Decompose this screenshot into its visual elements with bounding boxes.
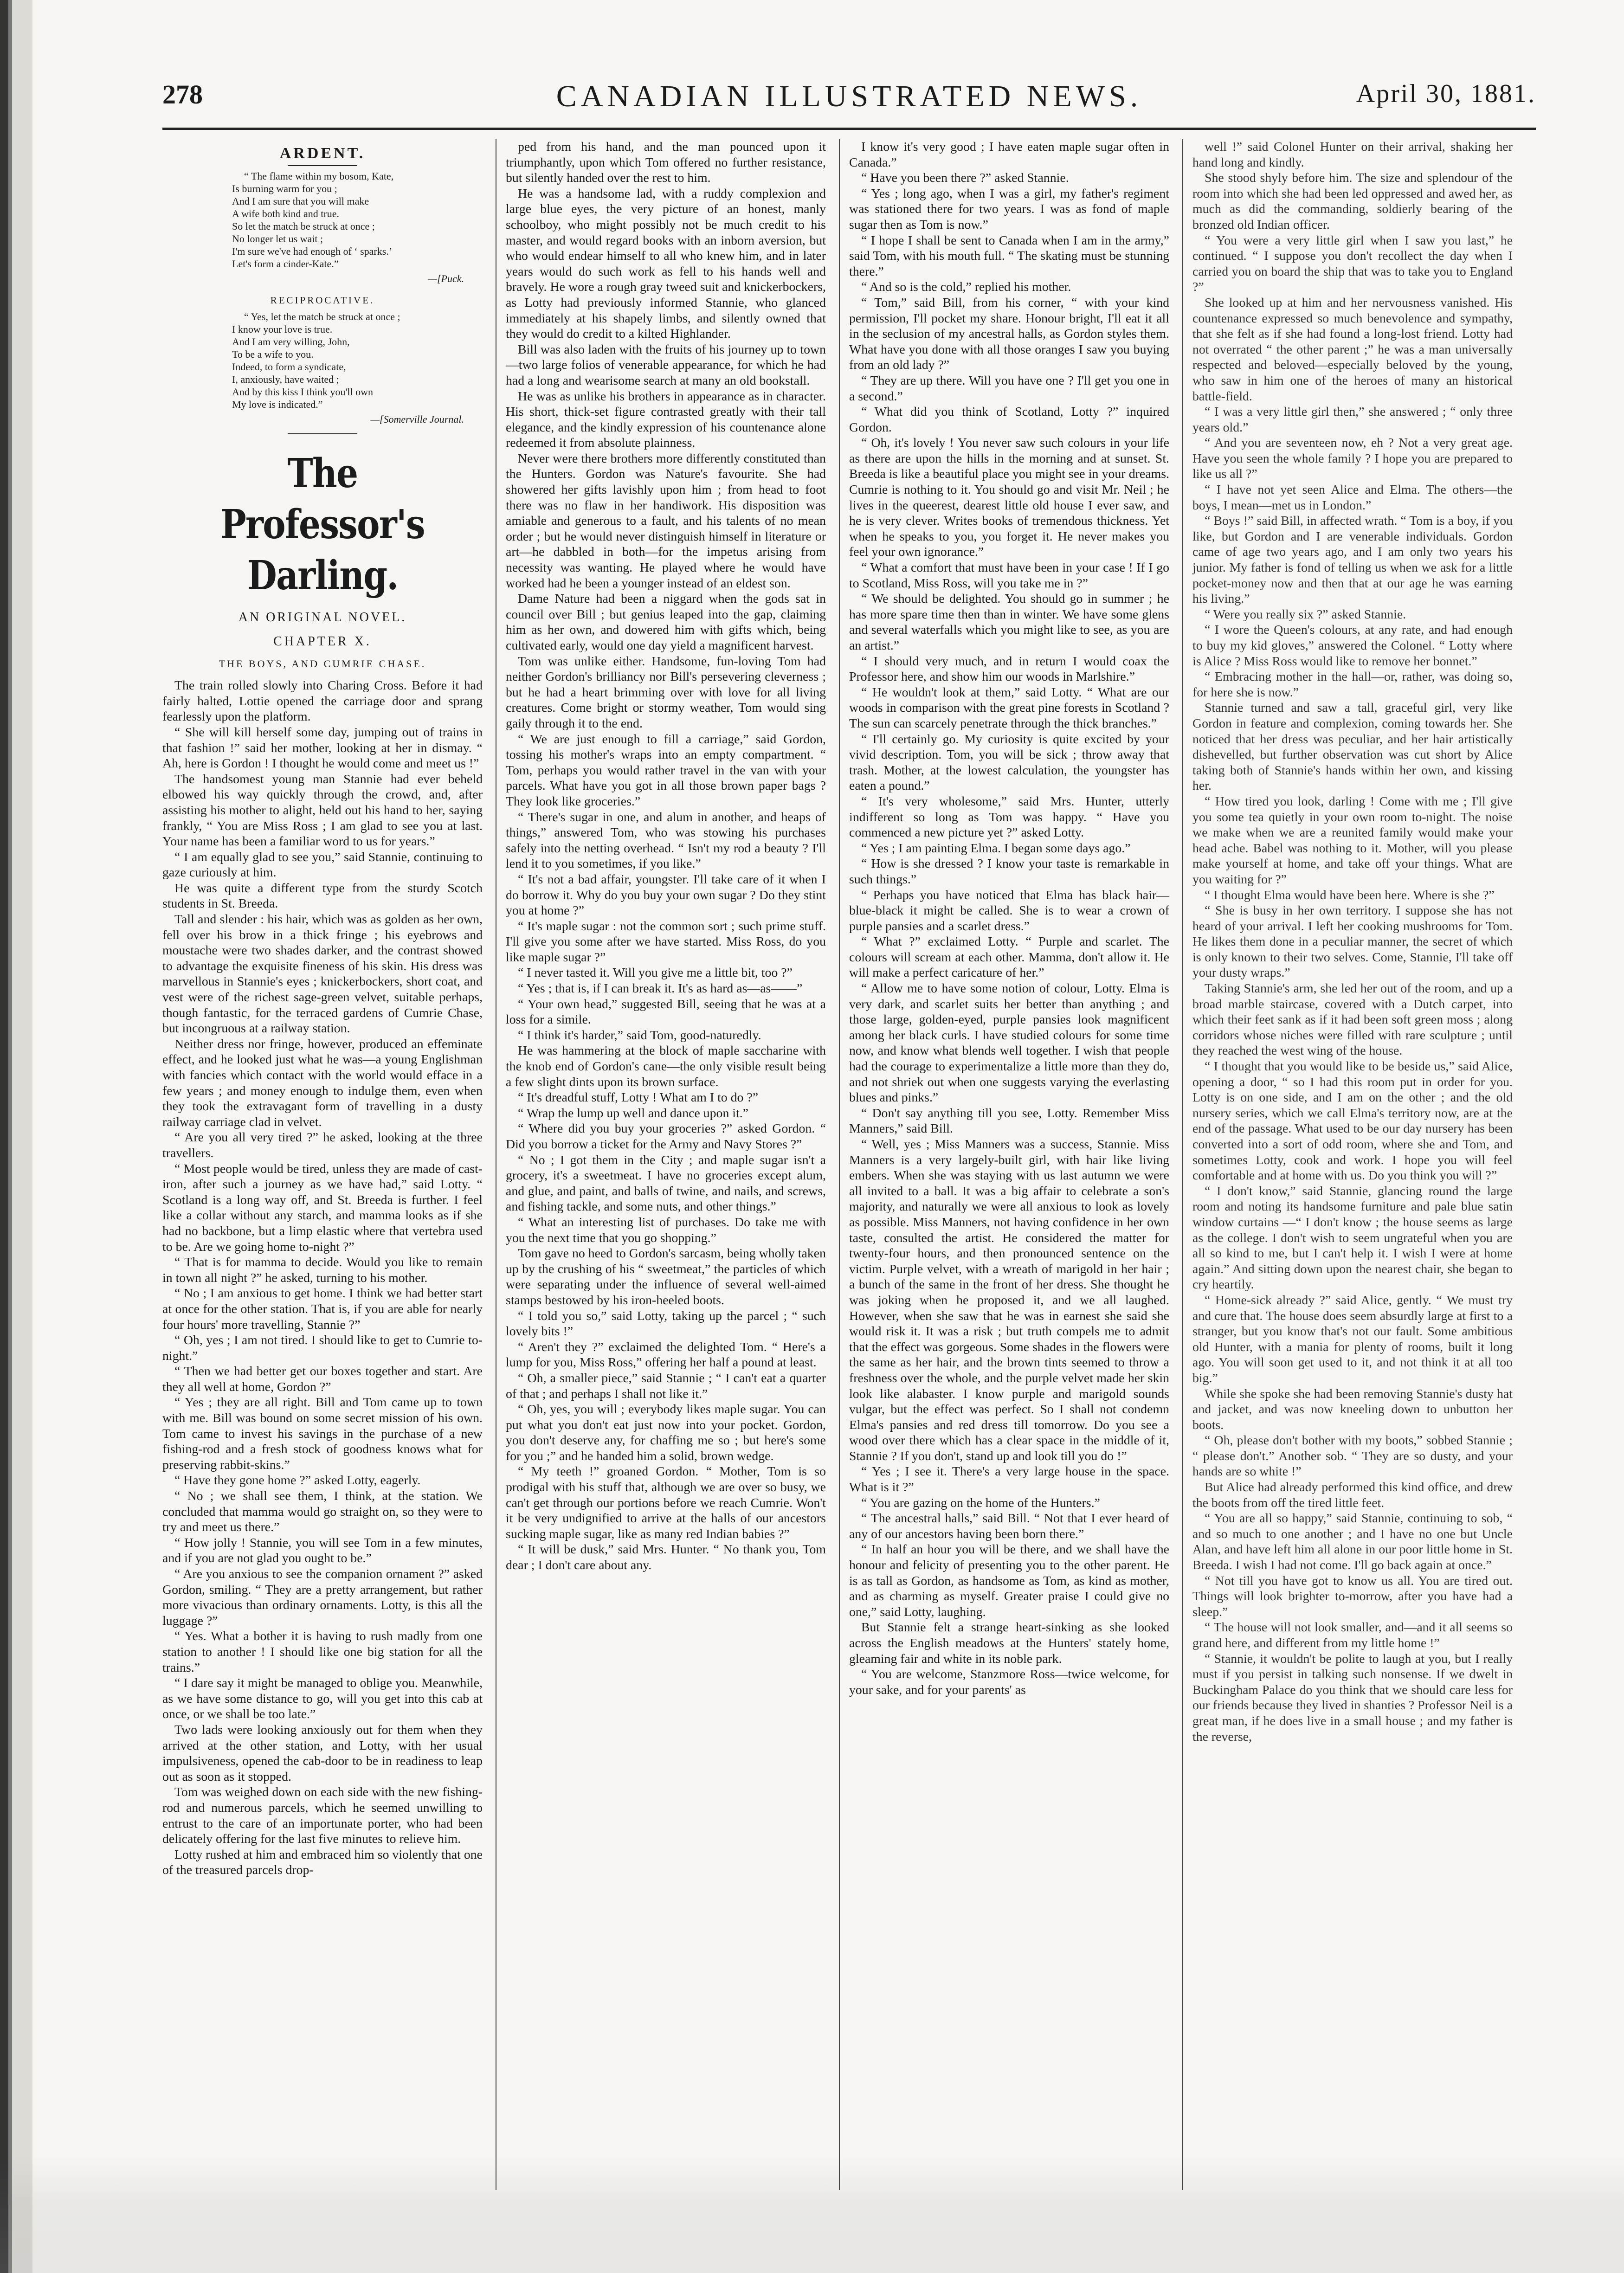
- paragraph: “ Tom,” said Bill, from his corner, “ with your kind permission, I'll pocket my share. Honour bright, I'll eat it all in the seclusion of my ancestral halls, as Gordon styles them. What have you done with all those oranges I saw you buying from an old lady ?”: [849, 295, 1169, 373]
- poem-subtitle: RECIPROCATIVE.: [270, 295, 375, 306]
- paragraph: “ How is she dressed ? I know your taste is remarkable in such things.”: [849, 856, 1169, 887]
- column-3: [849, 139, 1169, 1698]
- paragraph: “ I have not yet seen Alice and Elma. The others—the boys, I mean—met us in London.”: [1192, 483, 1513, 513]
- paragraph: “ They are up there. Will you have one ? I'll get you one in a second.”: [849, 373, 1169, 404]
- paragraph: Tom gave no heed to Gordon's sarcasm, being wholly taken up by the crushing of his “ sweetmeat,” the particles of which were separating under the influence of several well-aimed stamps bestowed by his iron-heeled boots.: [506, 1246, 826, 1307]
- paragraph: “ We are just enough to fill a carriage,” said Gordon, tossing his mother's wraps into an empty compartment. “ Tom, perhaps you would rather travel in the van with your parcels. What have you got in all those brown paper bags ? They look like groceries.”: [506, 732, 826, 809]
- poem-title: ARDENT.: [279, 145, 366, 162]
- chapter-title: THE BOYS, AND CUMRIE CHASE.: [219, 657, 426, 670]
- paragraph: “ You are all so happy,” said Stannie, continuing to sob, “ and so much to one another ; and I have no one but Uncle Alan, and have left him all alone in our poor little home in St. Breeda. I wish I had not come. I'll go back again at once.”: [1192, 1511, 1513, 1573]
- paragraph: “ I hope I shall be sent to Canada when I am in the army,” said Tom, with his mouth full. “ The skating must be stunning there.”: [849, 233, 1169, 279]
- paragraph: The train rolled slowly into Charing Cross. Before it had fairly halted, Lottie opened the carriage door and sprang fearlessly upon the platform.: [162, 678, 483, 724]
- paragraph: “ Stannie, it wouldn't be polite to laugh at you, but I really must if you persist in talking such nonsense. If we dwelt in Buckingham Palace do you think that we should care less for our friends because they lived in shanties ? Professor Neil is a great man, if he does live in a small house ; and my father is the reverse,: [1192, 1651, 1513, 1744]
- paragraph: “ I thought that you would like to be beside us,” said Alice, opening a door, “ so I had this room put in order for you. Lotty is on one side, and I am on the other ; and the old nursery series, which we call Elma's territory now, are at the end of the passage. What used to be our day nursery has been converted into a sort of odd room, where she and Tom, and sometimes Lotty, cook and work. I hope you will feel comfortable and at home with us. Do you think you will ?”: [1192, 1059, 1513, 1183]
- paragraph: He was hammering at the block of maple saccharine with the knob end of Gordon's cane—the only visible result being a few slight dints upon its brown surface.: [506, 1043, 826, 1089]
- paragraph: “ Wrap the lump up well and dance upon it.”: [518, 1106, 749, 1120]
- issue-date: April 30, 1881.: [1356, 79, 1536, 108]
- paragraph: “ You were a very little girl when I saw you last,” he continued. “ I suppose you don't recollect the day when I carried you on board the ship that was to take you to England ?”: [1192, 233, 1513, 295]
- header-rule: [162, 128, 1536, 130]
- paragraph: Stannie turned and saw a tall, graceful girl, very like Gordon in feature and complexion, coming towards her. She noticed that her dress was peculiar, and her hair artistically dishevelled, but further observation was cut short by Alice taking both of Stannie's hands within her own, and kissing her.: [1192, 701, 1513, 793]
- paragraph: “ My teeth !” groaned Gordon. “ Mother, Tom is so prodigal with his stuff that, although we are over so busy, we can't get through our portions before we reach Cumrie. Won't it be very undignified to arrive at the halls of our ancestors sucking maple sugar, like as many red Indian babies ?”: [506, 1464, 826, 1541]
- paragraph: “ Well, yes ; Miss Manners was a success, Stannie. Miss Manners is a very largely-built girl, with hair like living embers. When she was staying with us last autumn we were all invited to a ball. It was a big affair to celebrate a son's majority, and naturally we were all anxious to look as lovely as possible. Miss Manners, not having confidence in her own taste, consulted the artist. He considered the matter for twenty-four hours, and then pronounced sentence on the victim. Purple velvet, with a wreath of marigold in her hair ; a bunch of the same in the front of her dress. She thought he was joking when he proposed it, and we all laughed. However, when she saw that he was in earnest she said she would risk it. It was a risk ; but truth compels me to admit that the effect was gorgeous. Some shades in the flowers were the same as her hair, and the brown tints seemed to throw a freshness over the whole, and the purple velvet made her skin look like alabaster. I know purple and marigold sounds vulgar, but the effect was perfect. So I shall not condemn Elma's pansies and red dress till tomorrow. Do you see a wood over there which has a clear space in the middle of it, Stannie ? If you don't, stand up and look till you do !”: [849, 1137, 1169, 1463]
- paragraph: She stood shyly before him. The size and splendour of the room into which she had been led oppressed and awed her, as much as did the commanding, soldierly bearing of the bronzed old Indian officer.: [1192, 171, 1513, 232]
- paragraph: “ It's very wholesome,” said Mrs. Hunter, utterly indifferent so long as Tom was happy. “ Have you commenced a new picture yet ?” asked Lotty.: [849, 794, 1169, 840]
- column-rule-3: [1182, 139, 1183, 2190]
- paragraph: “ No ; I got them in the City ; and maple sugar isn't a grocery, it's a sweetmeat. I have no groceries except alum, and glue, and paint, and balls of twine, and nails, and screws, and fishing tackle, and some nuts, and other things.”: [506, 1153, 826, 1214]
- paragraph: But Alice had already performed this kind office, and drew the boots from off the tired little feet.: [1192, 1480, 1513, 1510]
- paragraph: “ I never tasted it. Will you give me a little bit, too ?”: [518, 966, 793, 980]
- paragraph: “ You are gazing on the home of the Hunters.”: [861, 1495, 1100, 1510]
- paragraph: “ You are welcome, Stanzmore Ross—twice welcome, for your sake, and for your parents' as: [849, 1667, 1169, 1697]
- paragraph: The handsomest young man Stannie had ever beheld elbowed his way quickly through the crowd, and, after assisting his mother to alight, held out his hand to her, saying frankly, “ You are Miss Ross ; I am glad to see you at last. Your name has been a familiar word to us for years.”: [162, 772, 483, 849]
- paragraph: “ Boys !” said Bill, in affected wrath. “ Tom is a boy, if you like, but Gordon and I are venerable individuals. Gordon came of age two years ago, and I am only two years his junior. My father is fond of telling us when we ask for a little pocket-money now and then that at our age he was earning his living.”: [1192, 514, 1513, 606]
- paragraph: “ It's maple sugar : not the common sort ; such prime stuff. I'll give you some after we have started. Miss Ross, do you like maple sugar ?”: [506, 919, 826, 965]
- paragraph: “ Oh, yes ; I am not tired. I should like to get to Cumrie to-night.”: [162, 1333, 483, 1363]
- newspaper-title: CANADIAN ILLUSTRATED NEWS.: [556, 79, 1142, 113]
- paragraph: While she spoke she had been removing Stannie's dusty hat and jacket, and was now kneeling down to unbutton her boots.: [1192, 1386, 1513, 1432]
- column-1: [162, 139, 483, 1878]
- paragraph: Never were there brothers more differently constituted than the Hunters. Gordon was Nature's favourite. She had showered her gifts lavishly upon him ; from head to foot there was no flaw in her handiwork. His disposition was amiable and generous to a fault, and his talents of no mean order ; but he would never distinguish himself in literature or art—he dabbled in both—for the impetus arising from necessity was wanting. He played where he would have worked had he been a younger instead of an eldest son.: [506, 451, 826, 591]
- section-rule: [288, 433, 357, 434]
- paragraph: “ Most people would be tired, unless they are made of cast-iron, after such a journey as we have had,” said Lotty. “ Scotland is a long way off, and St. Breeda is further. I feel like a collar without any starch, and mamma looks as if she had no backbone, but a limp elastic where that vertebra used to be. Are we going home to-night ?”: [162, 1161, 483, 1254]
- paragraph: “ Were you really six ?” asked Stannie.: [1205, 607, 1406, 622]
- paragraph: “ Oh, it's lovely ! You never saw such colours in your life as there are upon the hills in the morning and at sunset. St. Breeda is like a beautiful place you might see in your dreams. Cumrie is nothing to it. You should go and visit Mr. Neil ; he lives in the queerest, dearest little old house I ever saw, and he is very clever. Writes books of tremendous thickness. Yet when he speaks to you, you forget it. He never makes you feel your own ignorance.”: [849, 436, 1169, 560]
- paragraph: “ Where did you buy your groceries ?” asked Gordon. “ Did you borrow a ticket for the Army and Navy Stores ?”: [506, 1121, 826, 1152]
- paragraph: “ I told you so,” said Lotty, taking up the parcel ; “ such lovely bits !”: [506, 1308, 826, 1339]
- paragraph: “ He wouldn't look at them,” said Lotty. “ What are our woods in comparison with the great pine forests in Scotland ? The sun can scarcely penetrate through the thick branches.”: [849, 685, 1169, 731]
- poem-stanza-1: “ The flame within my bosom, Kate, Is burning warm for you ; And I am sure that you will make A wife both kind and true. So let the match be struck at once ; No longer let us wait ; I'm sure we've had enough of ‘ sparks.’ Let's form a cinder-Kate.”: [232, 170, 394, 270]
- column-rule-2: [839, 139, 840, 2190]
- paragraph: “ Don't say anything till you see, Lotty. Remember Miss Manners,” said Bill.: [849, 1106, 1169, 1136]
- paragraph: “ Oh, a smaller piece,” said Stannie ; “ I can't eat a quarter of that ; and perhaps I shall not like it.”: [506, 1371, 826, 1401]
- paragraph: “ What a comfort that must have been in your case ! If I go to Scotland, Miss Ross, will you take me in ?”: [849, 560, 1169, 591]
- paragraph: He was as unlike his brothers in appearance as in character. His short, thick-set figure contrasted greatly with their tall elegance, and the kindly expression of his countenance alone redeemed it from absolute plainness.: [506, 389, 826, 451]
- paragraph: “ I was a very little girl then,” she answered ; “ only three years old.”: [1192, 405, 1513, 435]
- paragraph: “ How jolly ! Stannie, you will see Tom in a few minutes, and if you are not glad you ought to be.”: [162, 1535, 483, 1566]
- paragraph: Tom was weighed down on each side with the new fishing-rod and numerous parcels, which he seemed unwilling to entrust to the care of an importunate porter, who had been delicately offering for the last five minutes to relieve him.: [162, 1785, 483, 1847]
- paragraph: “ What ?” exclaimed Lotty. “ Purple and scarlet. The colours will scream at each other. Mamma, don't allow it. He will make a perfect caricature of her.”: [849, 934, 1169, 980]
- paragraph: “ I don't know,” said Stannie, glancing round the large room and noting its handsome furniture and pale blue satin window curtains —“ I don't know ; the house seems as large as the college. I don't wish to seem ungrateful when you are all so kind to me, but I can't help it. I wish I were at home again.” And sitting down upon the nearest chair, she began to cry heartily.: [1192, 1184, 1513, 1292]
- paragraph: “ Are you anxious to see the companion ornament ?” asked Gordon, smiling. “ They are a pretty arrangement, but rather more vivacious than ordinary ornaments. Lotty, is this all the luggage ?”: [162, 1567, 483, 1628]
- paragraph: “ Oh, please don't bother with my boots,” sobbed Stannie ; “ please don't.” Another sob. “ They are so dusty, and your hands are so white !”: [1192, 1433, 1513, 1479]
- column-4: [1192, 139, 1513, 1745]
- column-1-text: [162, 678, 483, 1878]
- paragraph: “ Allow me to have some notion of colour, Lotty. Elma is very dark, and scarlet suits her better than anything ; and those large, golden-eyed, purple pansies look magnificent among her black curls. I have studied colours for some time now, and know what blends well together. I wish that people had the courage to experimentalize a little more than they do, and not shriek out when one suggests varying the everlasting blues and pinks.”: [849, 981, 1169, 1105]
- novel-subtitle: AN ORIGINAL NOVEL.: [238, 610, 407, 625]
- paragraph: “ Not till you have got to know us all. You are tired out. Things will look brighter to-morrow, after you have had a sleep.”: [1192, 1573, 1513, 1619]
- chapter-number: CHAPTER X.: [273, 634, 372, 649]
- paragraph: Tom was unlike either. Handsome, fun-loving Tom had neither Gordon's brilliancy nor Bill's persevering cleverness ; but he had a heart brimming over with love for all living creatures. Come bright or stormy weather, Tom would sing gaily through it to the end.: [506, 654, 826, 731]
- paragraph: “ I thought Elma would have been here. Where is she ?”: [1205, 888, 1495, 902]
- paragraph: “ No ; I am anxious to get home. I think we had better start at once for the other station. That is, if you are able for nearly four hours' more travelling, Stannie ?”: [162, 1286, 483, 1332]
- column-3-text: [849, 139, 1169, 1698]
- poem-stanza-2: “ Yes, let the match be struck at once ; I know your love is true. And I am very willing, John, To be a wife to you. Indeed, to form a syndicate, I, anxiously, have waited ; And by this kiss I think you'll own My love is indicated.”: [232, 310, 400, 410]
- column-4-text: [1192, 139, 1513, 1745]
- paragraph: “ Yes ; long ago, when I was a girl, my father's regiment was stationed there for two years. I was as fond of maple sugar then as Tom is now.”: [849, 186, 1169, 232]
- scan-edge-bottom: [0, 2157, 1624, 2273]
- paragraph: “ That is for mamma to decide. Would you like to remain in town all night ?” he asked, turning to his mother.: [162, 1255, 483, 1285]
- paragraph: “ Then we had better get our boxes together and start. Are they all well at home, Gordon ?”: [162, 1364, 483, 1394]
- paragraph: “ It will be dusk,” said Mrs. Hunter. “ No thank you, Tom dear ; I don't care about any.: [506, 1542, 826, 1573]
- paragraph: “ Yes ; they are all right. Bill and Tom came up to town with me. Bill was bound on some secret mission of his own. Tom came to invest his savings in the purchase of a new fishing-rod and a fresh stock of goodness knows what for preserving rabbit-skins.”: [162, 1395, 483, 1472]
- paragraph: “ We should be delighted. You should go in summer ; he has more spare time then than in winter. We have some glens and several waterfalls which you might like to see, as you are an artist.”: [849, 592, 1169, 653]
- paragraph: “ Are you all very tired ?” he asked, looking at the three travellers.: [162, 1130, 483, 1160]
- paragraph: “ It's dreadful stuff, Lotty ! What am I to do ?”: [518, 1090, 759, 1105]
- paragraph: Two lads were looking anxiously out for them when they arrived at the other station, and Lotty, with her usual impulsiveness, opened the cab-door to be in readiness to leap out as soon as it stopped.: [162, 1722, 483, 1784]
- paragraph: ped from his hand, and the man pounced upon it triumphantly, upon which Tom offered no further resistance, but silently handed over the rest to him.: [506, 140, 826, 186]
- poem-credit-2: —[Somerville Journal.: [370, 413, 464, 425]
- paragraph: “ Perhaps you have noticed that Elma has black hair—blue-black it might be called. She is to wear a crown of purple pansies and a scarlet dress.”: [849, 888, 1169, 934]
- column-2-text: [506, 139, 826, 1573]
- paragraph: “ She is busy in her own territory. I suppose she has not heard of your arrival. I left her cooking mushrooms for Tom. He likes them done in a peculiar manner, the secret of which is only known to their two selves. Come, Stannie, I'll take off your dusty wraps.”: [1192, 903, 1513, 980]
- paragraph: Taking Stannie's arm, she led her out of the room, and up a broad marble staircase, covered with a Dutch carpet, into which their feet sank as if it had been soft green moss ; along corridors whose niches were filled with rare sculpture ; until they reached the west wing of the house.: [1192, 981, 1513, 1058]
- paragraph: “ Yes ; I am painting Elma. I began some days ago.”: [861, 841, 1131, 856]
- paragraph: “ And you are seventeen now, eh ? Not a very great age. Have you seen the whole family ? I hope you are prepared to like us all ?”: [1192, 436, 1513, 482]
- paragraph: Neither dress nor fringe, however, produced an effeminate effect, and he looked just what he was—a young Englishman with fancies which contact with the world would efface in a few years ; and money enough to indulge them, even when they took the extravagant form of travelling in a dusty railway carriage clad in velvet.: [162, 1037, 483, 1129]
- paragraph: “ No ; we shall see them, I think, at the station. We concluded that mamma would go straight on, so they were to try and meet us there.”: [162, 1489, 483, 1535]
- scan-edge-left: [0, 0, 32, 2273]
- paragraph: well !” said Colonel Hunter on their arrival, shaking her hand long and kindly.: [1192, 140, 1513, 170]
- paragraph: Dame Nature had been a niggard when the gods sat in council over Bill ; but genius leaped into the gap, claiming him as her own, and dowered him with gifts which, being cultivated early, would one day yield a magnificent harvest.: [506, 592, 826, 653]
- novel-title: The Professor's Darling.: [220, 450, 425, 599]
- paragraph: “ Have they gone home ?” asked Lotty, eagerly.: [174, 1473, 421, 1488]
- poem-credit-1: —[Puck.: [428, 272, 464, 284]
- paragraph: “ Have you been there ?” asked Stannie.: [861, 171, 1069, 186]
- paragraph: “ And so is the cold,” replied his mother.: [861, 280, 1071, 295]
- paragraph: “ Aren't they ?” exclaimed the delighted Tom. “ Here's a lump for you, Miss Ross,” offering her half a pound at least.: [506, 1339, 826, 1370]
- paragraph: “ I should very much, and in return I would coax the Professor here, and show him our woods in Marlshire.”: [849, 654, 1169, 684]
- paragraph: He was quite a different type from the sturdy Scotch students in St. Breeda.: [162, 881, 483, 911]
- paragraph: “ In half an hour you will be there, and we shall have the honour and felicity of presenting you to the other parent. He is as tall as Gordon, as handsome as Tom, as kind as mother, and as charming as myself. Greater praise I could give no one,” said Lotty, laughing.: [849, 1542, 1169, 1619]
- paragraph: “ I am equally glad to see you,” said Stannie, continuing to gaze curiously at him.: [162, 850, 483, 880]
- paragraph: Bill was also laden with the fruits of his journey up to town—two large folios of venerable appearance, for which he had had a long and wearisome search at many an old bookstall.: [506, 342, 826, 388]
- paragraph: “ Yes. What a bother it is having to rush madly from one station to another ! I should like one big station for all the trains.”: [162, 1629, 483, 1675]
- paragraph: “ Home-sick already ?” said Alice, gently. “ We must try and cure that. The house does seem absurdly large at first to a stranger, but you know that's not our fault. Some ambitious old Hunter, with a mania for plenty of rooms, built it long ago. You will soon get used to it, and not think it at all too big.”: [1192, 1293, 1513, 1385]
- paragraph: “ The ancestral halls,” said Bill. “ Not that I ever heard of any of our ancestors having been born there.”: [849, 1511, 1169, 1541]
- column-2: [506, 139, 826, 1573]
- paragraph: “ I wore the Queen's colours, at any rate, and had enough to buy my kid gloves,” answered the Colonel. “ Lotty where is Alice ? Miss Ross would like to remove her bonnet.”: [1192, 623, 1513, 669]
- paragraph: She looked up at him and her nervousness vanished. His countenance expressed so much benevolence and sympathy, that she felt as if she had found a long-lost friend. Lotty had not overrated “ the other parent ;” he was a man universally respected and beloved—especially beloved by the young, who saw in him one of the heroes of many an historical battle-field.: [1192, 295, 1513, 404]
- paragraph: Tall and slender : his hair, which was as golden as her own, fell over his brow in a thick fringe ; his eyebrows and moustache were two shades darker, and the contrast showed to advantage the exquisite fineness of his skin. His dress was marvellous in Stannie's eyes ; knickerbockers, short coat, and vest were of the richest sage-green velvet, suitable perhaps, though fantastic, for the terraced gardens of Cumrie Chase, but incongruous at a railway station.: [162, 912, 483, 1036]
- paragraph: “ It's not a bad affair, youngster. I'll take care of it when I do borrow it. Why do you buy your own sugar ? Do they stint you at home ?”: [506, 872, 826, 918]
- page-number: 278: [162, 79, 203, 109]
- poem-rule: [288, 165, 357, 166]
- paragraph: “ The house will not look smaller, and—and it all seems so grand here, and different from my little home !”: [1192, 1620, 1513, 1650]
- paragraph: “ There's sugar in one, and alum in another, and heaps of things,” answered Tom, who was stowing his purchases safely into the netting overhead. “ Isn't my rod a beauty ? I'll lend it to you sometimes, if you like.”: [506, 810, 826, 871]
- paragraph: “ Embracing mother in the hall—or, rather, was doing so, for here she is now.”: [1192, 670, 1513, 700]
- paragraph: “ I'll certainly go. My curiosity is quite excited by your vivid description. Tom, you will be sick ; throw away that trash. Mother, at the lowest calculation, the youngster has eaten a pound.”: [849, 732, 1169, 793]
- paragraph: “ Yes ; I see it. There's a very large house in the space. What is it ?”: [849, 1464, 1169, 1495]
- paragraph: I know it's very good ; I have eaten maple sugar often in Canada.”: [849, 140, 1169, 170]
- paragraph: “ Yes ; that is, if I can break it. It's as hard as—as——”: [518, 981, 803, 996]
- paragraph: “ Your own head,” suggested Bill, seeing that he was at a loss for a simile.: [506, 997, 826, 1027]
- paragraph: “ Oh, yes, you will ; everybody likes maple sugar. You can put what you don't eat just now into your pocket. Gordon, you don't deserve any, for chaffing me so ; but here's some for you ;” and he handed him a solid, brown wedge.: [506, 1402, 826, 1463]
- paragraph: But Stannie felt a strange heart-sinking as she looked across the English meadows at the Hunters' stately home, gleaming fair and white in its noble park.: [849, 1620, 1169, 1666]
- paragraph: “ How tired you look, darling ! Come with me ; I'll give you some tea quietly in your own room to-night. The noise we make when we are a reunited family would make your head ache. Babel was nothing to it. Mother, will you please make yourself at home, and take off your things. What are you waiting for ?”: [1192, 794, 1513, 887]
- paragraph: “ She will kill herself some day, jumping out of trains in that fashion !” said her mother, looking at her in dismay. “ Ah, here is Gordon ! I thought he would come and meet us !”: [162, 725, 483, 771]
- paragraph: “ What did you think of Scotland, Lotty ?” inquired Gordon.: [849, 405, 1169, 435]
- paragraph: “ What an interesting list of purchases. Do take me with you the next time that you go shopping.”: [506, 1215, 826, 1245]
- paragraph: “ I think it's harder,” said Tom, good-naturedly.: [518, 1028, 761, 1043]
- paragraph: He was a handsome lad, with a ruddy complexion and large blue eyes, the very picture of an honest, manly schoolboy, who might possibly not be much credit to his master, and would regard books with an inborn aversion, but who would endear himself to all who knew him, and in later years would do such work as fell to his hands well and bravely. He wore a rough gray tweed suit and knickerbockers, as Lotty had previously informed Stannie, who glanced immediately at his shapely limbs, and silently owned that they would do credit to a kilted Highlander.: [506, 186, 826, 341]
- page-header: [162, 79, 1536, 130]
- paragraph: “ I dare say it might be managed to oblige you. Meanwhile, as we have some distance to go, will you get into this cab at once, or we shall be too late.”: [162, 1676, 483, 1722]
- paragraph: Lotty rushed at him and embraced him so violently that one of the treasured parcels drop-: [162, 1847, 483, 1878]
